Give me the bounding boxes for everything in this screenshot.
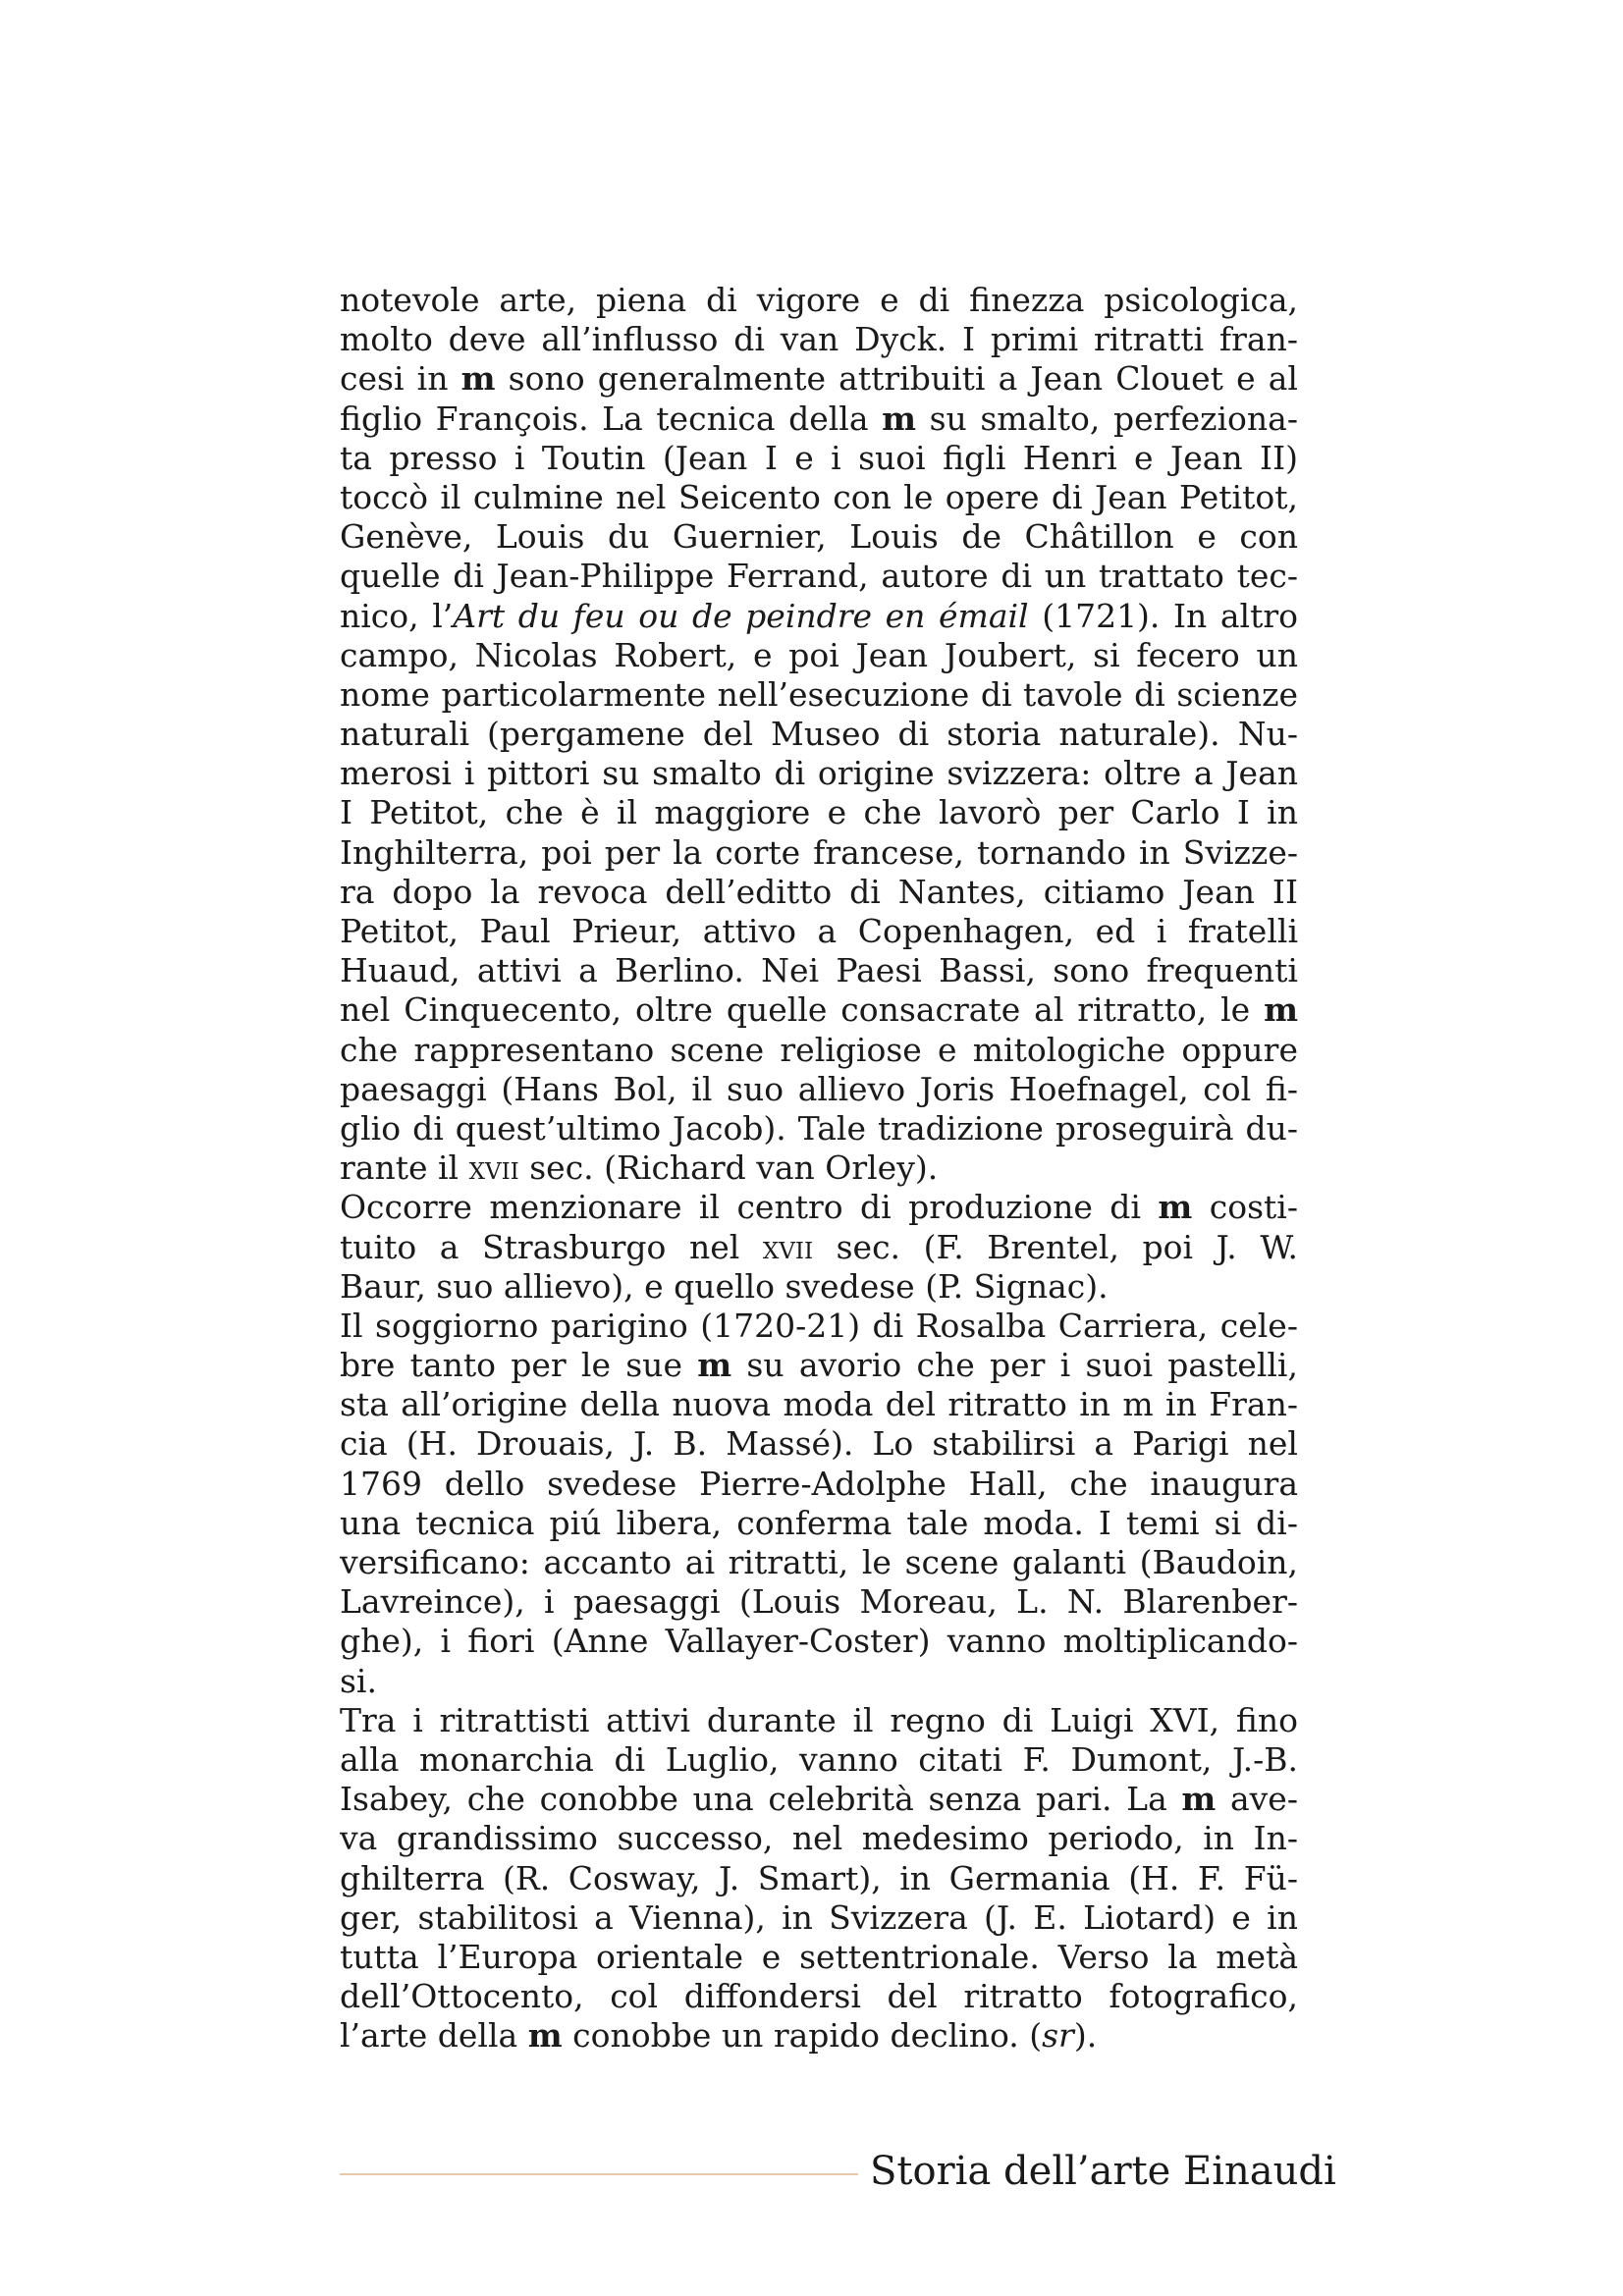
body-text-line bbox=[340, 1780, 1298, 1819]
body-text-line bbox=[340, 754, 1298, 793]
body-text-line bbox=[340, 478, 1298, 517]
text-segment: molto deve all’influsso di van Dyck. I primi ritratti fran- bbox=[340, 320, 1298, 359]
body-text-line bbox=[340, 557, 1298, 596]
body-text-line bbox=[340, 1465, 1298, 1504]
text-segment: Art du feu ou de peindre en émail bbox=[453, 596, 1029, 635]
text-segment: Il soggiorno parigino (1720-21) di Rosalba Carriera, cele- bbox=[340, 1306, 1298, 1345]
text-segment: notevole arte, piena di vigore e di finezza psicologica, bbox=[340, 281, 1298, 319]
text-segment: bre tanto per le sue bbox=[340, 1346, 698, 1385]
text-segment: Lavreince), i paesaggi (Louis Moreau, L. N. Blarenber- bbox=[340, 1582, 1298, 1622]
text-segment: m bbox=[460, 359, 496, 399]
text-segment: una tecnica piú libera, conferma tale moda. I temi si di- bbox=[340, 1503, 1298, 1542]
text-segment: m bbox=[882, 399, 917, 438]
body-text-line bbox=[340, 439, 1298, 478]
text-segment: sr bbox=[1042, 2016, 1074, 2056]
text-segment: 1769 dello svedese Pierre-Adolphe Hall, che inaugura bbox=[340, 1464, 1298, 1503]
body-text-line bbox=[340, 715, 1298, 754]
body-text-line bbox=[340, 1385, 1298, 1424]
text-segment: Petitot, Paul Prieur, attivo a Copenhagen, ed i fratelli bbox=[340, 912, 1298, 950]
text-segment: versificano: accanto ai ritratti, le scene galanti (Baudoin, bbox=[340, 1543, 1298, 1581]
text-segment: m bbox=[1181, 1780, 1217, 1819]
page-body-text bbox=[340, 281, 1298, 2056]
body-text-line bbox=[340, 1977, 1298, 2016]
body-text-line bbox=[340, 1228, 1298, 1267]
body-text-line bbox=[340, 675, 1298, 715]
text-segment: Huaud, attivi a Berlino. Nei Paesi Bassi, sono frequenti bbox=[340, 951, 1298, 990]
body-text-line bbox=[340, 1701, 1298, 1740]
text-segment: su smalto, perfeziona- bbox=[916, 399, 1298, 438]
text-segment: ra dopo la revoca dell’editto di Nantes, citiamo Jean II bbox=[340, 872, 1298, 911]
body-text-line bbox=[340, 1662, 1298, 1701]
text-segment: Inghilterra, poi per la corte francese, tornando in Svizze- bbox=[340, 832, 1298, 872]
text-segment: ave- bbox=[1216, 1780, 1298, 1819]
body-text-line bbox=[340, 833, 1298, 873]
footer-rule bbox=[340, 2173, 858, 2175]
body-text-line bbox=[340, 359, 1298, 399]
text-segment: Baur, suo allievo), e quello svedese (P. Signac). bbox=[340, 1266, 1109, 1306]
body-text-line bbox=[340, 281, 1298, 320]
text-segment: ghilterra (R. Cosway, J. Smart), in Germania (H. F. Fü- bbox=[340, 1858, 1298, 1897]
body-text-line bbox=[340, 1504, 1298, 1543]
text-segment: m bbox=[697, 1346, 732, 1385]
text-segment: Genève, Louis du Guernier, Louis de Châtillon e con bbox=[340, 517, 1298, 557]
text-segment: tutta l’Europa orientale e settentrionale. Verso la metà bbox=[340, 1937, 1298, 1976]
text-segment: glio di quest’ultimo Jacob). Tale tradizione proseguirà du- bbox=[340, 1108, 1298, 1148]
text-segment: l’arte della bbox=[340, 2016, 528, 2056]
text-segment: che rappresentano scene religiose e mitologiche oppure bbox=[340, 1030, 1298, 1069]
text-segment: nico, l’ bbox=[340, 596, 454, 635]
body-text-line bbox=[340, 1267, 1298, 1307]
body-text-line bbox=[340, 1424, 1298, 1464]
body-text-line bbox=[340, 793, 1298, 832]
body-text-line bbox=[340, 597, 1298, 636]
body-text-line bbox=[340, 912, 1298, 951]
text-segment: sec. (Richard van Orley). bbox=[518, 1148, 939, 1188]
text-segment: Tra i ritrattisti attivi durante il regno di Luigi XVI, fino bbox=[340, 1700, 1298, 1739]
body-text-line bbox=[340, 1346, 1298, 1385]
text-segment: figlio François. La tecnica della bbox=[340, 399, 883, 438]
body-text-line bbox=[340, 636, 1298, 675]
body-text-line bbox=[340, 1148, 1298, 1188]
body-text-line bbox=[340, 1109, 1298, 1148]
body-text-line bbox=[340, 1622, 1298, 1661]
text-segment: Occorre menzionare il centro di produzione di bbox=[340, 1188, 1159, 1227]
text-segment: m bbox=[1264, 990, 1298, 1030]
text-segment: paesaggi (Hans Bol, il suo allievo Joris Hoefnagel, col fi- bbox=[340, 1069, 1298, 1108]
text-segment: sta all’origine della nuova moda del ritratto in m in Fran- bbox=[340, 1385, 1298, 1424]
text-segment: (1721). In altro bbox=[1028, 596, 1298, 635]
text-segment: xvii bbox=[468, 1148, 519, 1188]
body-text-line bbox=[340, 320, 1298, 359]
body-text-line bbox=[340, 1859, 1298, 1898]
text-segment: costi- bbox=[1192, 1188, 1298, 1227]
body-text-line bbox=[340, 1543, 1298, 1582]
text-segment: ta presso i Toutin (Jean I e i suoi figli Henri e Jean II) bbox=[340, 438, 1298, 477]
body-text-line bbox=[340, 2016, 1298, 2056]
body-text-line bbox=[340, 1938, 1298, 1977]
text-segment: nome particolarmente nell’esecuzione di tavole di scienze bbox=[340, 674, 1298, 714]
text-segment: sec. (F. Brentel, poi J. W. bbox=[813, 1227, 1298, 1266]
text-segment: I Petitot, che è il maggiore e che lavorò per Carlo I in bbox=[340, 793, 1298, 832]
text-segment: ger, stabilitosi a Vienna), in Svizzera (J. E. Liotard) e in bbox=[340, 1897, 1298, 1937]
body-text-line bbox=[340, 873, 1298, 912]
text-segment: conobbe un rapido declino. ( bbox=[562, 2016, 1043, 2056]
text-segment: campo, Nicolas Robert, e poi Jean Joubert, si fecero un bbox=[340, 635, 1298, 674]
footer-publication-title: Storia dell’arte Einaudi bbox=[870, 2149, 1336, 2194]
text-segment: cia (H. Drouais, J. B. Massé). Lo stabilirsi a Parigi nel bbox=[340, 1424, 1298, 1464]
text-segment: quelle di Jean-Philippe Ferrand, autore di un trattato tec- bbox=[340, 557, 1298, 596]
text-segment: nel Cinquecento, oltre quelle consacrate al ritratto, le bbox=[340, 990, 1265, 1030]
text-segment: si. bbox=[340, 1661, 377, 1700]
body-text-line bbox=[340, 1031, 1298, 1070]
text-segment: Isabey, che conobbe una celebrità senza pari. La bbox=[340, 1780, 1182, 1819]
text-segment: m bbox=[1158, 1188, 1193, 1227]
text-segment: xvii bbox=[762, 1227, 814, 1266]
text-segment: va grandissimo successo, nel medesimo periodo, in In- bbox=[340, 1819, 1298, 1858]
text-segment: naturali (pergamene del Museo di storia naturale). Nu- bbox=[340, 715, 1298, 754]
body-text-line bbox=[340, 1070, 1298, 1109]
body-text-line bbox=[340, 1740, 1298, 1780]
text-segment: cesi in bbox=[340, 359, 461, 399]
text-segment: m bbox=[527, 2016, 563, 2056]
text-segment: tuito a Strasburgo nel bbox=[340, 1227, 763, 1266]
text-segment: su avorio che per i suoi pastelli, bbox=[731, 1346, 1298, 1385]
text-segment: alla monarchia di Luglio, vanno citati F. Dumont, J.-B. bbox=[340, 1739, 1298, 1779]
body-text-line bbox=[340, 1582, 1298, 1622]
text-segment: ghe), i fiori (Anne Vallayer-Coster) vanno moltiplicando- bbox=[340, 1622, 1298, 1661]
text-segment: rante il bbox=[340, 1148, 469, 1188]
body-text-line bbox=[340, 1307, 1298, 1346]
body-text-line bbox=[340, 1819, 1298, 1858]
text-segment: dell’Ottocento, col diffondersi del ritratto fotografico, bbox=[340, 1977, 1298, 2016]
body-text-line bbox=[340, 990, 1298, 1030]
text-segment: toccò il culmine nel Seicento con le opere di Jean Petitot, bbox=[340, 477, 1298, 516]
body-text-line bbox=[340, 1188, 1298, 1227]
text-segment: merosi i pittori su smalto di origine svizzera: oltre a Jean bbox=[340, 754, 1298, 793]
body-text-line bbox=[340, 951, 1298, 990]
body-text-line bbox=[340, 400, 1298, 439]
body-text-line bbox=[340, 517, 1298, 557]
body-text-line bbox=[340, 1898, 1298, 1938]
text-segment: sono generalmente attribuiti a Jean Clouet e al bbox=[495, 359, 1298, 399]
text-segment: ). bbox=[1073, 2016, 1098, 2056]
